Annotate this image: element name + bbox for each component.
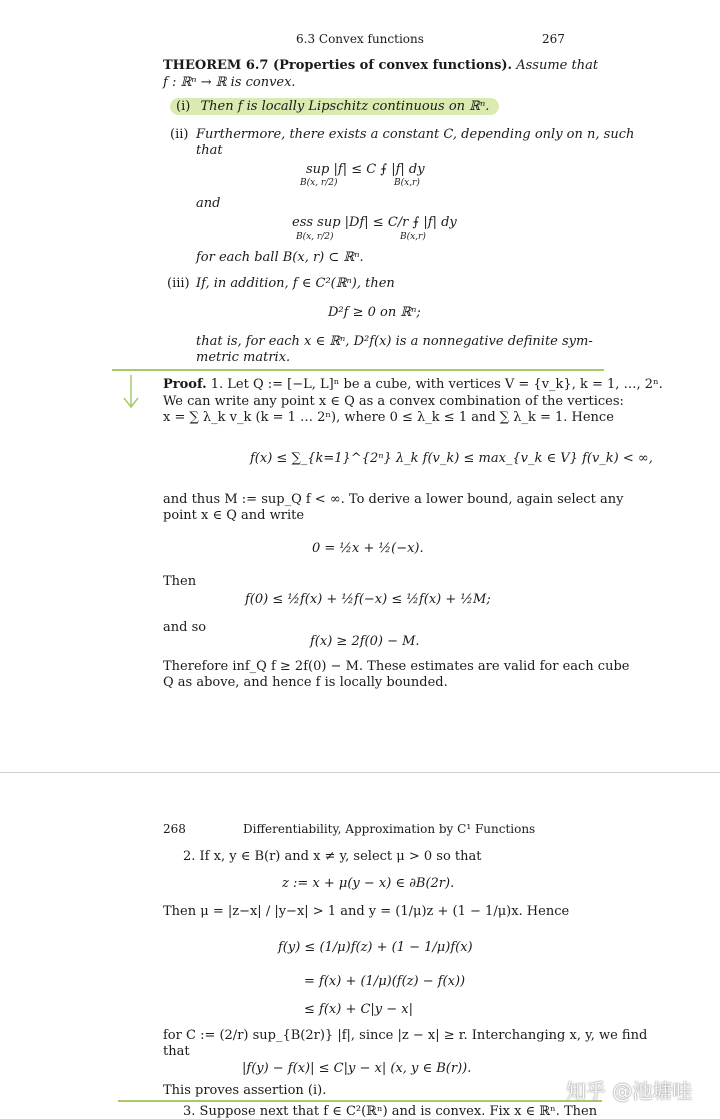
equation-z-def: z := x + μ(y − x) ∈ ∂B(2r). [282, 876, 455, 891]
watermark: 知乎 @池塘哇 [566, 1079, 693, 1103]
theorem-assume: Assume that [516, 58, 599, 73]
proof-line-7: Q as above, and hence f is locally bounded. [163, 675, 448, 690]
down-arrow-icon [122, 374, 140, 410]
equation-f0-bound: f(0) ≤ ½f(x) + ½f(−x) ≤ ½f(x) + ½M; [245, 592, 491, 607]
item-iii-text: If, in addition, f ∈ C²(ℝⁿ), then [196, 276, 395, 291]
highlight-mark [170, 98, 499, 115]
annotation-line-top [112, 369, 604, 371]
proof-line-3: x = ∑ λ_k v_k (k = 1 … 2ⁿ), where 0 ≤ λ_k ≤ 1 and ∑ λ_k = 1. Hence [163, 410, 614, 425]
then-text: Then [163, 574, 197, 589]
item-ii-text: Furthermore, there exists a constant C, depending only on n, such [196, 127, 635, 142]
that-is-text-2: metric matrix. [196, 350, 291, 365]
proof-line-6: Therefore inf_Q f ≥ 2f(0) − M. These estimates are valid for each cube [163, 659, 630, 674]
and-so-text: and so [163, 620, 207, 635]
item-i-text: Then f is locally Lipschitz continuous on ℝⁿ. [200, 99, 490, 114]
equation-fy-bound-2: = f(x) + (1/μ)(f(z) − f(x)) [304, 974, 466, 989]
step2-line-5: This proves assertion (i). [163, 1083, 327, 1098]
that-is-text: that is, for each x ∈ ℝⁿ, D²f(x) is a nonnegative definite sym- [196, 334, 593, 349]
theorem-title: THEOREM 6.7 (Properties of convex functions). [163, 58, 513, 73]
equation-esssup-bound: ess sup |Df| ≤ C/r ⨍ |f| dy [292, 215, 457, 230]
equation-fy-bound-3: ≤ f(x) + C|y − x| [304, 1002, 414, 1017]
theorem-heading [163, 58, 598, 73]
equation-esssup-sub-right: B(x,r) [400, 232, 426, 242]
running-header-section: 6.3 Convex functions [296, 32, 424, 46]
and-text: and [196, 196, 221, 211]
running-header-title-2: Differentiability, Approximation by C¹ Functions [243, 822, 536, 836]
step2-line-3: for C := (2/r) sup_{B(2r)} |f|, since |z − x| ≥ r. Interchanging x, y, we find [163, 1028, 648, 1043]
step2-line-4: that [163, 1044, 190, 1059]
equation-sup-bound: sup |f| ≤ C ⨍ |f| dy [306, 162, 425, 177]
proof-line-4: and thus M := sup_Q f < ∞. To derive a lower bound, again select any [163, 492, 624, 507]
equation-sup-bound-sub-right: B(x,r) [394, 178, 420, 188]
proof-text-1: 1. Let Q := [−L, L]ⁿ be a cube, with vertices V = {v_k}, k = 1, …, 2ⁿ. [210, 377, 663, 392]
equation-hessian: D²f ≥ 0 on ℝⁿ; [328, 305, 421, 320]
running-header-page-number: 267 [542, 32, 565, 46]
equation-zero-split: 0 = ½x + ½(−x). [312, 541, 424, 556]
equation-sup-bound-sub-left: B(x, r/2) [300, 178, 338, 188]
equation-convex-combination: f(x) ≤ ∑_{k=1}^{2ⁿ} λ_k f(v_k) ≤ max_{v_k ∈ V} f(v_k) < ∞, [250, 451, 653, 466]
item-i [170, 99, 499, 114]
item-iii-number: (iii) [167, 276, 190, 291]
equation-esssup-sub-left: B(x, r/2) [296, 232, 334, 242]
item-ii-text-2: that [196, 143, 223, 158]
proof-label: Proof. [163, 377, 207, 392]
for-each-ball: for each ball B(x, r) ⊂ ℝⁿ. [196, 250, 364, 265]
proof-line-2: We can write any point x ∈ Q as a convex combination of the vertices: [163, 394, 624, 409]
running-header-page-number-2: 268 [163, 822, 186, 836]
equation-lower-bound: f(x) ≥ 2f(0) − M. [310, 634, 420, 649]
item-i-number: (i) [176, 99, 191, 114]
proof-line-1 [163, 377, 663, 392]
step3-line-1: 3. Suppose next that f ∈ C²(ℝⁿ) and is convex. Fix x ∈ ℝⁿ. Then [183, 1104, 598, 1119]
step2-line-1: 2. If x, y ∈ B(r) and x ≠ y, select μ > 0 so that [183, 849, 482, 864]
equation-fy-bound-1: f(y) ≤ (1/μ)f(z) + (1 − 1/μ)f(x) [278, 940, 473, 955]
page-separator [0, 772, 720, 773]
annotation-line-bottom [118, 1100, 602, 1102]
theorem-statement: f : ℝⁿ → ℝ is convex. [163, 75, 296, 90]
equation-lipschitz: |f(y) − f(x)| ≤ C|y − x| (x, y ∈ B(r)). [242, 1061, 472, 1076]
proof-line-5: point x ∈ Q and write [163, 508, 305, 523]
step2-line-2: Then μ = |z−x| / |y−x| > 1 and y = (1/μ)z + (1 − 1/μ)x. Hence [163, 904, 570, 919]
item-ii-number: (ii) [170, 127, 189, 142]
